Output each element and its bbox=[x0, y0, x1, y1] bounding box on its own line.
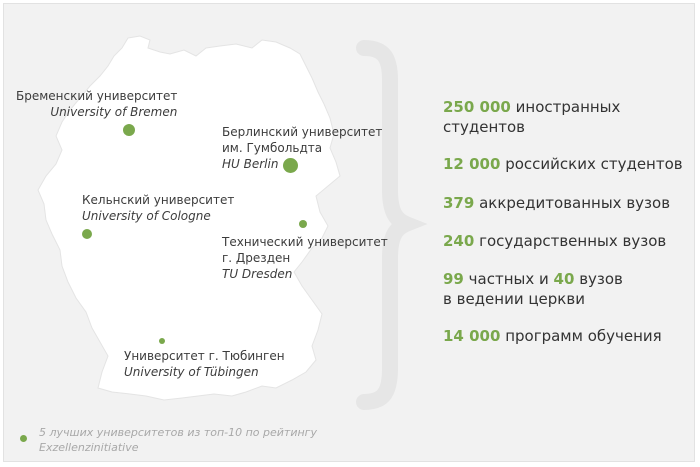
stat-programs bbox=[443, 326, 662, 346]
uni-bremen-name-ru: Бременский университет bbox=[16, 89, 178, 103]
stat-number: 99 bbox=[443, 270, 464, 288]
legend-line1: 5 лучших университетов из топ-10 по рейтингу bbox=[39, 426, 317, 439]
stat-russian-students bbox=[443, 154, 683, 174]
uni-bremen-dot bbox=[123, 124, 135, 136]
stat-number: 240 bbox=[443, 232, 475, 250]
stat-text: аккредитованных вузов bbox=[479, 194, 671, 212]
stat-text-line2: в ведении церкви bbox=[443, 290, 585, 308]
stat-number: 12 000 bbox=[443, 155, 501, 173]
uni-tuebingen-name-en: University of Tübingen bbox=[124, 365, 259, 379]
stat-state bbox=[443, 231, 666, 251]
uni-bremen-name-en: University of Bremen bbox=[50, 105, 178, 119]
stat-text: вузов bbox=[579, 270, 623, 288]
legend bbox=[39, 425, 317, 455]
stat-foreign-students bbox=[443, 97, 620, 137]
stat-number: 250 000 bbox=[443, 98, 511, 116]
uni-dresden-name-line1: Технический университет bbox=[222, 235, 388, 249]
stat-number: 379 bbox=[443, 194, 475, 212]
uni-dresden-name-en: TU Dresden bbox=[222, 267, 293, 281]
stat-number: 14 000 bbox=[443, 327, 501, 345]
uni-berlin-name-line2: им. Гумбольдта bbox=[222, 141, 323, 155]
uni-berlin-name-line1: Берлинский университет bbox=[222, 125, 383, 139]
uni-dresden-name-line2: г. Дрезден bbox=[222, 251, 291, 265]
stat-text: российских студентов bbox=[505, 155, 683, 173]
uni-cologne-name-en: University of Cologne bbox=[82, 209, 211, 223]
stat-text: программ обучения bbox=[505, 327, 662, 345]
uni-dresden-dot bbox=[299, 220, 307, 228]
curly-brace bbox=[364, 48, 406, 402]
stat-number-2: 40 bbox=[553, 270, 575, 288]
stat-text-line2: студентов bbox=[443, 118, 526, 136]
stat-private-church bbox=[443, 269, 623, 309]
stat-text: государственных вузов bbox=[479, 232, 667, 250]
uni-tuebingen-name-ru: Университет г. Тюбинген bbox=[124, 349, 285, 363]
uni-dresden-label bbox=[222, 234, 388, 282]
uni-cologne-dot bbox=[82, 229, 92, 239]
uni-berlin-label bbox=[222, 124, 382, 172]
stat-text-mid: частных и bbox=[468, 270, 549, 288]
stat-accredited bbox=[443, 193, 670, 213]
uni-cologne-label bbox=[82, 192, 234, 224]
legend-dot bbox=[20, 435, 27, 442]
uni-tuebingen-label bbox=[124, 348, 285, 380]
uni-bremen-label bbox=[16, 88, 177, 120]
uni-berlin-name-en: HU Berlin bbox=[222, 157, 279, 171]
uni-berlin-dot bbox=[283, 158, 298, 173]
uni-tuebingen-dot bbox=[159, 338, 165, 344]
legend-line2: Exzellenzinitiative bbox=[39, 441, 139, 454]
stat-text: иностранных bbox=[515, 98, 621, 116]
uni-cologne-name-ru: Кельнский университет bbox=[82, 193, 235, 207]
